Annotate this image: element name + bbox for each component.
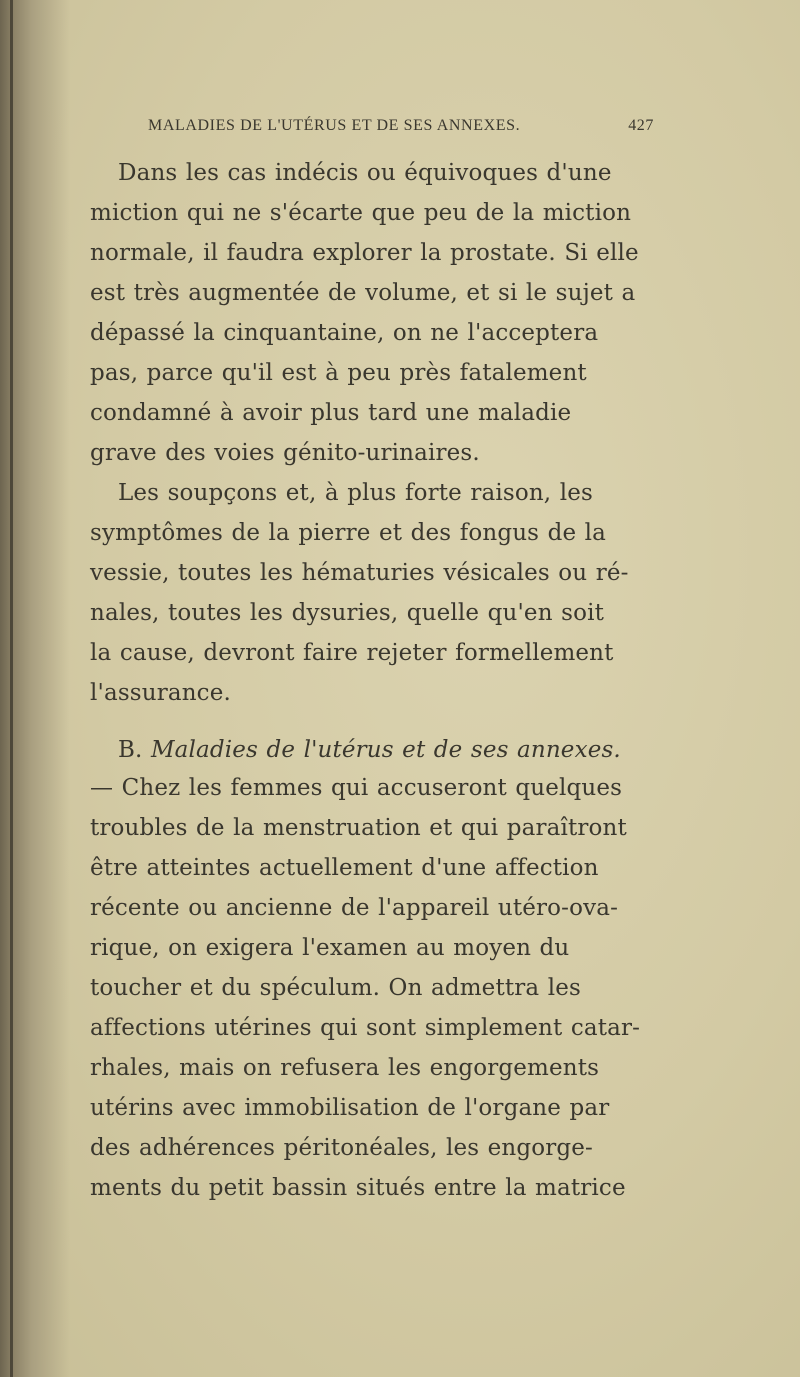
- text-line: Les soupçons et, à plus forte raison, les: [118, 480, 593, 506]
- text-line: affections utérines qui sont simplement catar-: [90, 1015, 641, 1041]
- text-line: vessie, toutes les hématuries vésicales ou ré-: [90, 560, 629, 586]
- text-line: des adhérences péritonéales, les engorge-: [90, 1135, 593, 1161]
- text-line: symptômes de la pierre et des fongus de la: [90, 520, 607, 546]
- text-line: récente ou ancienne de l'appareil utéro-ova-: [90, 895, 618, 921]
- text-line: miction qui ne s'écarte que peu de la miction: [90, 200, 632, 226]
- text-line: être atteintes actuellement d'une affection: [90, 855, 599, 881]
- text-line: est très augmentée de volume, et si le sujet a: [90, 280, 636, 306]
- page-number: 427: [628, 117, 654, 134]
- spine-edge: [10, 0, 13, 1377]
- text-line: nales, toutes les dysuries, quelle qu'en soit: [90, 600, 604, 626]
- text-line: rique, on exigera l'examen au moyen du: [90, 935, 570, 961]
- text-line: Dans les cas indécis ou équivoques d'une: [118, 160, 612, 186]
- text-line: ments du petit bassin situés entre la matrice: [90, 1175, 626, 1201]
- text-line: dépassé la cinquantaine, on ne l'acceptera: [90, 320, 599, 346]
- text-line: troubles de la menstruation et qui paraîtront: [90, 815, 627, 841]
- text-line: condamné à avoir plus tard une maladie: [90, 400, 572, 426]
- text-line: l'assurance.: [90, 680, 231, 706]
- text-line: rhales, mais on refusera les engorgements: [90, 1055, 600, 1081]
- text-line: toucher et du spéculum. On admettra les: [90, 975, 581, 1001]
- section-title: Maladies de l'utérus et de ses annexes.: [150, 737, 621, 763]
- section-heading: [118, 737, 621, 763]
- text-line: normale, il faudra explorer la prostate. Si elle: [90, 240, 639, 266]
- running-title: MALADIES DE L'UTÉRUS ET DE SES ANNEXES.: [148, 117, 521, 134]
- text-line: utérins avec immobilisation de l'organe par: [90, 1095, 610, 1121]
- section-letter: B.: [118, 737, 143, 763]
- text-line: grave des voies génito-urinaires.: [90, 440, 480, 466]
- text-line: la cause, devront faire rejeter formellement: [90, 640, 614, 666]
- page-header: [148, 117, 654, 141]
- text-line: pas, parce qu'il est à peu près fatalement: [90, 360, 587, 386]
- text-line: — Chez les femmes qui accuseront quelques: [90, 775, 623, 801]
